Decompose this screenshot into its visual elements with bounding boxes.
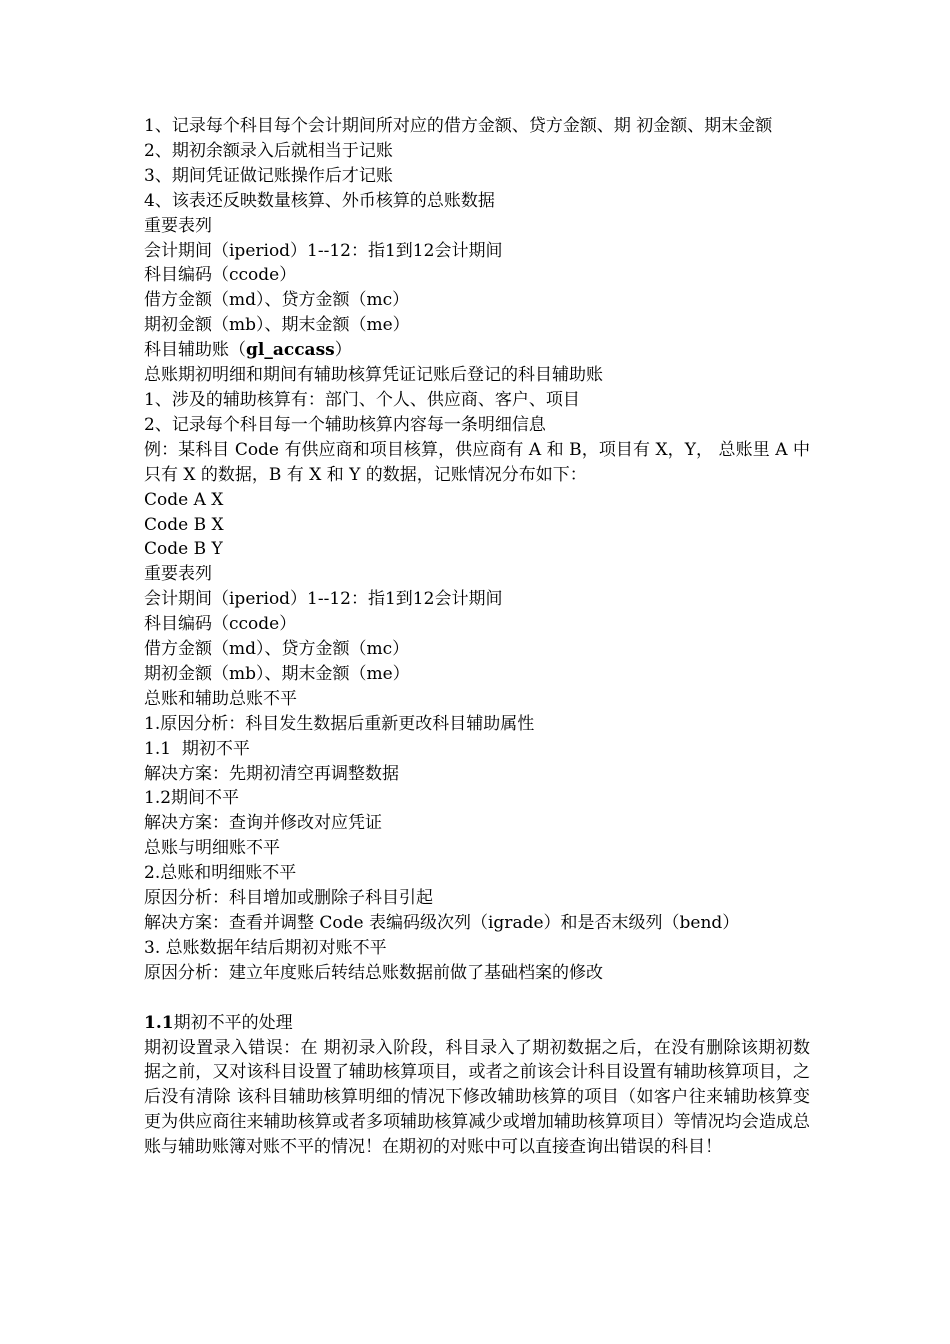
blank-line [144,986,810,1011]
text-line: 重要表列 [144,215,212,236]
document-body [144,114,810,1160]
text-line: 解决方案：查看并调整 Code 表编码级次列（igrade）和是否末级列（bend） [144,913,740,933]
text-line: 3、期间凭证做记账操作后才记账 [144,165,393,186]
text-line: Code A X [144,489,224,510]
text-line: 期初金额（mb）、期末金额（me） [144,663,410,684]
text-line: 3. 总账数据年结后期初对账不平 [144,937,387,958]
text-line: 1.原因分析：科目发生数据后重新更改科目辅助属性 [144,713,535,734]
gl-accass-suffix: ） [334,340,352,361]
gl-accass-heading [144,338,810,363]
text-line: 会计期间（iperiod）1--12：指1到12会计期间 [144,240,503,261]
text-line: 重要表列 [144,564,212,585]
text-line: 总账和辅助总账不平 [144,688,297,709]
text-line: 2.总账和明细账不平 [144,863,297,884]
section-heading [144,1011,810,1036]
text-line: 1.1 期初不平 [144,738,250,759]
text-line: 2、期初余额录入后就相当于记账 [144,140,393,161]
text-line: 1、涉及的辅助核算有：部门、个人、供应商、客户、项目 [144,389,580,410]
text-line: 总账期初明细和期间有辅助核算凭证记账后登记的科目辅助账 [144,365,603,386]
text-line: 科目编码（ccode） [144,265,297,286]
section-number: 1.1 [144,1012,174,1033]
text-line: 会计期间（iperiod）1--12：指1到12会计期间 [144,589,503,610]
text-line: 1、记录每个科目每个会计期间所对应的借方金额、贷方金额、期 初金额、期末金额 [144,116,773,136]
section-title: 期初不平的处理 [173,1012,293,1033]
text-line: 科目编码（ccode） [144,614,297,635]
text-line: 1.2期间不平 [144,788,240,809]
gl-accass-prefix: 科目辅助账（ [144,340,246,361]
text-line: 原因分析：科目增加或删除子科目引起 [144,888,433,909]
text-line: 解决方案：查询并修改对应凭证 [144,813,382,834]
text-line: 原因分析：建立年度账后转结总账数据前做了基础档案的修改 [144,962,603,983]
gl-accass-table-name: gl_accass [246,340,335,361]
text-line: 2、记录每个科目每一个辅助核算内容每一条明细信息 [144,414,546,435]
text-line: 总账与明细账不平 [144,838,280,859]
text-line: Code B X [144,514,224,535]
example-paragraph: 例：某科目 Code 有供应商和项目核算，供应商有 A 和 B，项目有 X，Y， 总账里 A 中只有 X 的数据，B 有 X 和 Y 的数据，记账情况分布如下： [144,439,810,485]
text-line: 4、该表还反映数量核算、外币核算的总账数据 [144,190,495,211]
final-paragraph: 期初设置录入错误：在 期初录入阶段，科目录入了期初数据之后，在没有删除该期初数据之前，又对该科目设置了辅助核算项目，或者之前该会计科目设置有辅助核算项目，之后没有清除 该科目辅助核算明细的情况下修改辅助核算的项目（如客户往来辅助核算变更为供应商往来辅助核算或者多项辅助核算减少或增加辅助核算项目）等情况均会造成总 账与辅助账簿对账不平的情况！在期初的对账中可以直接查询出错误的科目！ [144,1037,810,1158]
text-line: 借方金额（md）、贷方金额（mc） [144,290,410,311]
text-line: 解决方案：先期初清空再调整数据 [144,763,399,784]
text-line: 期初金额（mb）、期末金额（me） [144,315,410,336]
text-line: 借方金额（md）、贷方金额（mc） [144,639,410,660]
text-line: Code B Y [144,539,223,560]
